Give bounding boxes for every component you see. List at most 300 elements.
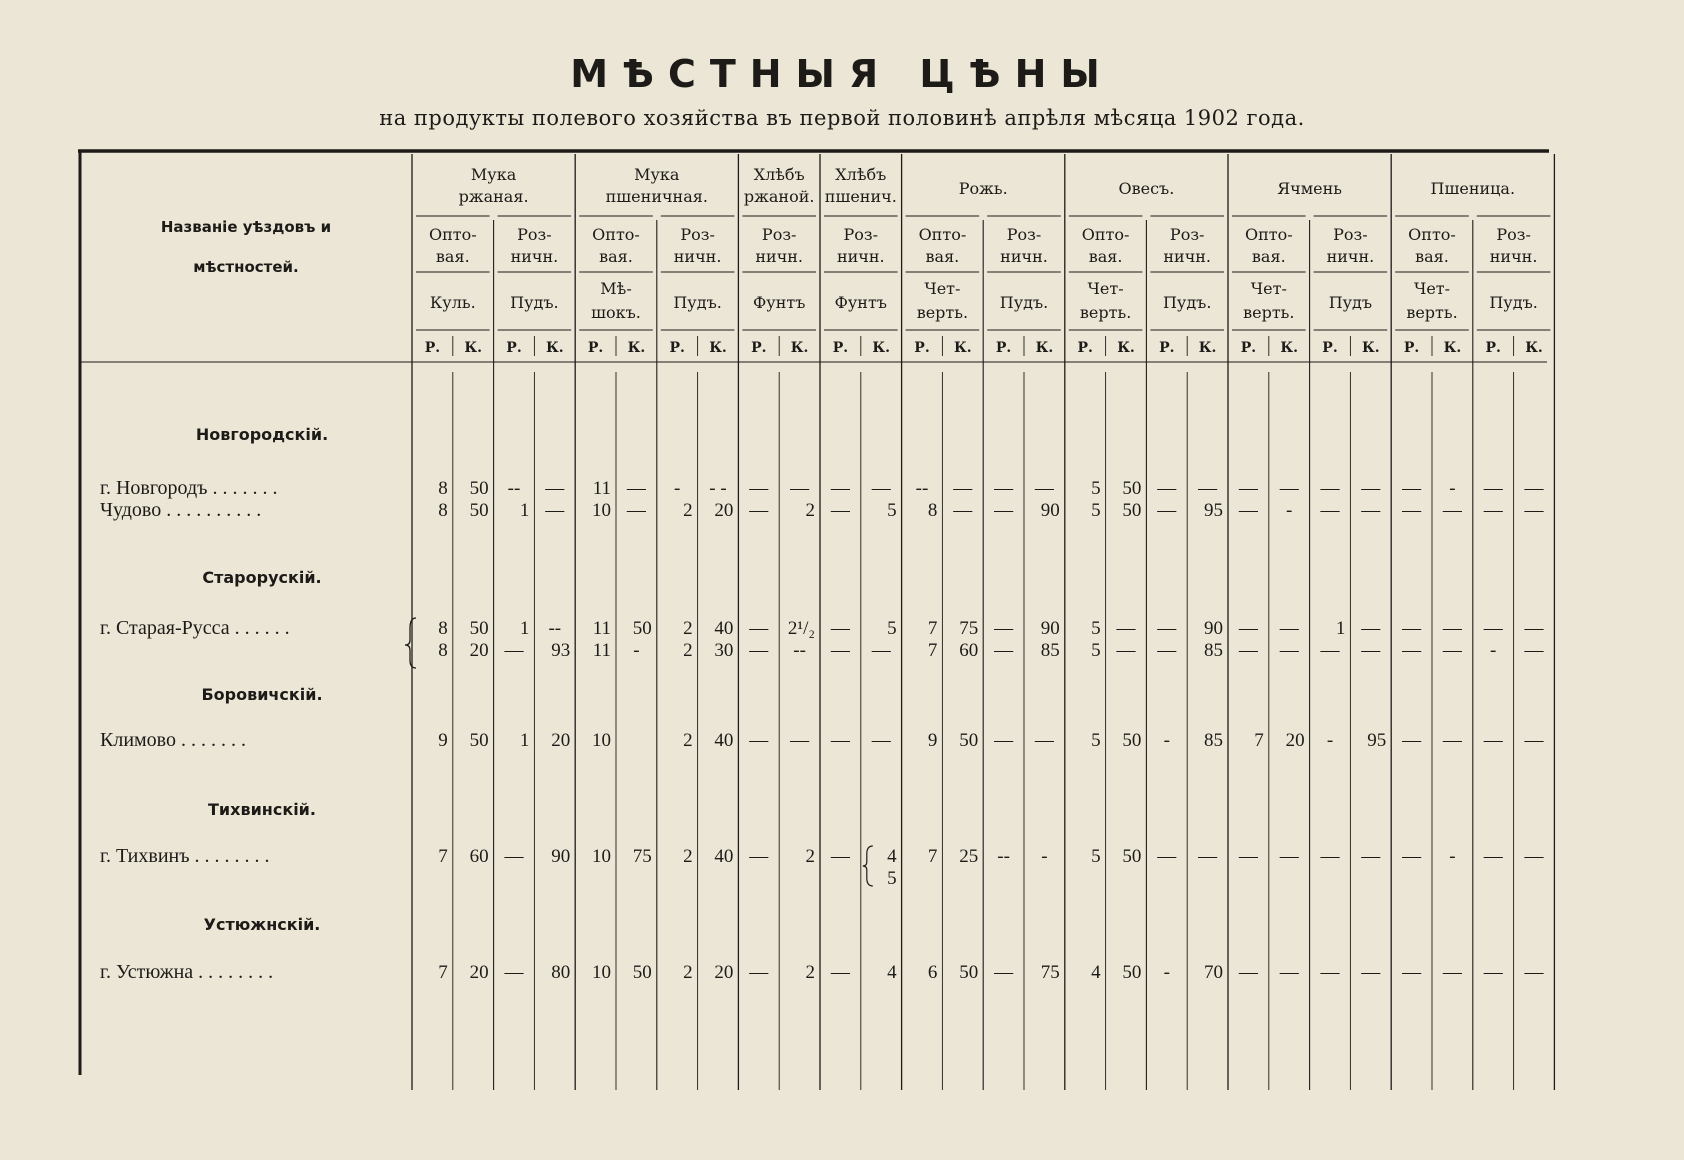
- row-header-label: Названіе уѣздовъ и: [160, 218, 332, 236]
- price-dash: —: [1402, 618, 1422, 639]
- kopek-label: К.: [953, 340, 972, 356]
- price-dash: —: [1279, 478, 1299, 499]
- price-dash: —: [1320, 640, 1340, 661]
- price-value: 95: [1204, 500, 1223, 521]
- kopek-label: К.: [627, 340, 646, 356]
- price-dash: —: [1524, 846, 1544, 867]
- price-kind-label: ничн.: [673, 247, 722, 266]
- price-value: 60: [959, 640, 979, 661]
- price-value: 50: [469, 500, 489, 521]
- price-kind-label: Роз-: [761, 225, 797, 244]
- price-dash: —: [1483, 962, 1503, 983]
- price-dash: —: [749, 846, 769, 867]
- price-dash: —: [1483, 618, 1503, 639]
- price-value: 50: [1122, 730, 1142, 751]
- kopek-label: К.: [1280, 340, 1299, 356]
- price-dash: —: [1483, 500, 1503, 521]
- price-dash: —: [1238, 846, 1258, 867]
- price-dash: —: [830, 846, 850, 867]
- price-value: 8: [438, 478, 448, 499]
- product-name: пшеничная.: [605, 187, 708, 206]
- place-name: Чудово . . . . . . . . . .: [100, 499, 262, 521]
- kopek-label: К.: [872, 340, 891, 356]
- unit-label: Пудъ.: [673, 293, 722, 312]
- price-dash: —: [830, 618, 850, 639]
- price-value: 8: [438, 640, 448, 661]
- price-dash: —: [749, 962, 769, 983]
- ruble-label: Р.: [1403, 340, 1420, 356]
- price-dash: —: [1320, 478, 1340, 499]
- unit-label: Пудъ.: [999, 293, 1049, 312]
- kopek-label: К.: [1035, 340, 1054, 356]
- price-value: 8: [927, 500, 938, 521]
- price-value: 5: [887, 618, 897, 639]
- price-dash: —: [1483, 846, 1503, 867]
- price-value: 5: [1091, 846, 1101, 867]
- price-value: 20: [469, 962, 489, 983]
- price-value: 20: [714, 500, 734, 521]
- price-dash: —: [994, 618, 1014, 639]
- unit-label: Мѣ-: [600, 279, 632, 298]
- unit-label: Пудъ.: [1162, 293, 1212, 312]
- unit-label: Куль.: [429, 293, 476, 312]
- price-kind-label: Опто-: [1408, 225, 1456, 244]
- price-value: 6: [927, 962, 938, 983]
- price-value: 7: [1254, 730, 1264, 751]
- price-dash: —: [1198, 846, 1218, 867]
- price-dash: —: [994, 962, 1014, 983]
- price-dash: -: [1449, 478, 1456, 499]
- brace-mark: [863, 846, 873, 886]
- ruble-label: Р.: [424, 340, 441, 356]
- price-value: 20: [1285, 730, 1305, 751]
- unit-label: Чет-: [1413, 279, 1451, 298]
- price-value: 75: [632, 846, 652, 867]
- page-title: МѢСТНЫЯ ЦѢНЫ: [570, 52, 1114, 96]
- price-value: 40: [714, 618, 734, 639]
- price-kind-label: Роз-: [1333, 225, 1368, 244]
- unit-label: верть.: [1079, 303, 1132, 322]
- price-dash: - -: [709, 478, 727, 499]
- price-dash: —: [1402, 730, 1422, 751]
- price-dash: —: [504, 640, 524, 661]
- price-value: 2¹/₂: [787, 618, 815, 639]
- ruble-label: Р.: [1322, 340, 1338, 356]
- price-value: 50: [959, 730, 979, 751]
- price-value: 50: [632, 618, 652, 639]
- price-dash: —: [1198, 478, 1218, 499]
- price-dash: —: [1361, 618, 1381, 639]
- price-value: 2: [805, 500, 815, 521]
- price-dash: —: [545, 500, 565, 521]
- unit-label: верть.: [916, 303, 969, 322]
- price-dash: --: [915, 478, 929, 499]
- price-value: 5: [887, 500, 897, 521]
- price-dash: —: [1238, 500, 1258, 521]
- price-dash: —: [871, 478, 891, 499]
- ruble-label: Р.: [1077, 340, 1093, 356]
- price-dash: —: [1279, 618, 1299, 639]
- price-value: 1: [519, 730, 530, 751]
- price-dash: —: [626, 478, 646, 499]
- price-value: 2: [683, 640, 693, 661]
- price-dash: —: [1116, 618, 1136, 639]
- price-value: 7: [438, 962, 448, 983]
- price-value: 2: [805, 846, 815, 867]
- price-kind-label: Роз-: [680, 225, 715, 244]
- price-dash: —: [1157, 640, 1177, 661]
- unit-label: Фунтъ: [753, 293, 806, 312]
- unit-label: шокъ.: [591, 303, 641, 322]
- price-dash: —: [1402, 640, 1422, 661]
- price-dash: --: [507, 478, 521, 499]
- unit-label: Чет-: [924, 279, 961, 298]
- price-value: 2: [805, 962, 815, 983]
- price-dash: —: [1442, 640, 1462, 661]
- price-kind-label: ничн.: [510, 247, 559, 266]
- price-value: 50: [469, 730, 489, 751]
- district-name: Устюжнскій.: [203, 915, 321, 934]
- price-kind-label: Роз-: [1006, 225, 1042, 244]
- ruble-label: Р.: [506, 340, 522, 356]
- unit-label: верть.: [1243, 303, 1295, 322]
- price-value: 50: [959, 962, 979, 983]
- price-dash: —: [749, 640, 769, 661]
- price-dash: —: [1402, 846, 1422, 867]
- price-dash: —: [871, 730, 891, 751]
- price-value: 50: [632, 962, 652, 983]
- price-kind-label: Опто-: [592, 225, 640, 244]
- price-value: 50: [1122, 846, 1142, 867]
- price-value: 4: [1091, 962, 1101, 983]
- price-kind-label: Роз-: [1169, 225, 1205, 244]
- price-dash: —: [1442, 500, 1462, 521]
- ruble-label: Р.: [1159, 340, 1175, 356]
- product-name: Пшеница.: [1430, 179, 1516, 198]
- price-dash: —: [1524, 640, 1544, 661]
- price-value: 20: [469, 640, 489, 661]
- price-dash: —: [1034, 478, 1054, 499]
- product-name: Мука: [470, 165, 517, 184]
- price-value: 7: [927, 618, 938, 639]
- kopek-label: К.: [1361, 340, 1380, 356]
- product-name: Ячмень: [1277, 179, 1342, 198]
- product-name: Мука: [634, 165, 680, 184]
- ruble-label: Р.: [995, 340, 1012, 356]
- price-value: 30: [714, 640, 734, 661]
- price-value: 93: [551, 640, 571, 661]
- price-dash: --: [548, 618, 562, 639]
- price-value: 11: [592, 640, 611, 661]
- price-value: 75: [959, 618, 979, 639]
- price-kind-label: вая.: [435, 247, 470, 266]
- price-value: 5: [1091, 640, 1101, 661]
- price-kind-label: ничн.: [1163, 247, 1212, 266]
- price-dash: —: [1361, 640, 1381, 661]
- price-dash: —: [1524, 618, 1544, 639]
- price-dash: —: [790, 730, 810, 751]
- price-value: 90: [551, 846, 571, 867]
- price-dash: —: [749, 478, 769, 499]
- price-dash: —: [994, 640, 1014, 661]
- price-dash: —: [749, 500, 769, 521]
- price-dash: —: [1524, 478, 1544, 499]
- price-value: 50: [1122, 500, 1142, 521]
- price-dash: —: [1483, 730, 1503, 751]
- price-kind-label: Опто-: [1081, 225, 1130, 244]
- unit-label: Пудъ.: [510, 293, 559, 312]
- place-name: г. Устюжна . . . . . . . .: [100, 961, 274, 983]
- price-dash: -: [1326, 730, 1334, 751]
- price-dash: —: [545, 478, 565, 499]
- unit-label: Чет-: [1250, 279, 1287, 298]
- price-value: 90: [1040, 500, 1060, 521]
- price-value: 80: [551, 962, 571, 983]
- price-dash: —: [1279, 962, 1299, 983]
- price-value: 50: [1122, 478, 1142, 499]
- kopek-label: К.: [1117, 340, 1135, 356]
- price-value: 75: [1040, 962, 1060, 983]
- price-dash: —: [994, 478, 1014, 499]
- kopek-label: К.: [1443, 340, 1462, 356]
- price-dash: —: [1402, 962, 1422, 983]
- price-value: 10: [592, 730, 611, 751]
- price-dash: —: [1034, 730, 1054, 751]
- price-value: 50: [469, 478, 489, 499]
- price-value: 70: [1204, 962, 1223, 983]
- price-dash: —: [790, 478, 810, 499]
- price-value: 11: [592, 618, 611, 639]
- district-name: Боровичскій.: [201, 685, 323, 704]
- price-dash: —: [1279, 640, 1299, 661]
- price-kind-label: вая.: [599, 247, 633, 266]
- price-dash: —: [830, 962, 850, 983]
- price-dash: —: [1279, 846, 1299, 867]
- price-dash: -: [1163, 730, 1170, 751]
- price-kind-label: Опто-: [1244, 225, 1293, 244]
- ruble-label: Р.: [1240, 340, 1257, 356]
- price-value: 20: [551, 730, 571, 751]
- kopek-label: К.: [1525, 340, 1543, 356]
- price-value: 85: [1204, 730, 1223, 751]
- price-kind-label: Роз-: [1496, 225, 1531, 244]
- unit-label: Фунтъ: [834, 293, 887, 312]
- price-dash: —: [1524, 730, 1544, 751]
- unit-label: Пудъ.: [1489, 293, 1538, 312]
- price-dash: —: [1238, 618, 1258, 639]
- price-dash: —: [626, 500, 646, 521]
- kopek-label: К.: [709, 340, 727, 356]
- price-dash: —: [1238, 640, 1258, 661]
- kopek-label: К.: [464, 340, 483, 356]
- brace-mark: [405, 618, 416, 668]
- price-dash: -: [1490, 640, 1497, 661]
- price-value: 50: [1122, 962, 1142, 983]
- price-value: 2: [683, 962, 693, 983]
- product-name: Овесъ.: [1118, 179, 1175, 198]
- price-value: 40: [714, 846, 734, 867]
- price-kind-label: Роз-: [517, 225, 552, 244]
- price-value: 5: [887, 868, 897, 889]
- price-dash: —: [953, 478, 973, 499]
- price-kind-label: Опто-: [428, 225, 477, 244]
- price-dash: --: [793, 640, 806, 661]
- price-dash: —: [1442, 730, 1462, 751]
- price-kind-label: Опто-: [918, 225, 967, 244]
- ruble-label: Р.: [587, 340, 604, 356]
- price-dash: —: [1361, 846, 1381, 867]
- price-dash: —: [830, 500, 850, 521]
- price-dash: —: [1116, 640, 1136, 661]
- price-value: 7: [927, 846, 938, 867]
- price-dash: -: [1286, 500, 1293, 521]
- price-dash: -: [1163, 962, 1170, 983]
- price-dash: —: [749, 618, 769, 639]
- price-kind-label: вая.: [925, 247, 960, 266]
- price-kind-label: ничн.: [836, 247, 885, 266]
- price-dash: —: [504, 846, 524, 867]
- price-dash: —: [1320, 846, 1340, 867]
- ruble-label: Р.: [669, 340, 685, 356]
- price-value: 2: [683, 846, 693, 867]
- price-dash: —: [1402, 478, 1422, 499]
- price-dash: -: [1041, 846, 1048, 867]
- product-name: Хлѣбъ: [753, 165, 805, 184]
- price-value: 5: [1091, 500, 1101, 521]
- price-value: 8: [438, 500, 448, 521]
- price-value: 10: [592, 846, 611, 867]
- price-dash: —: [830, 730, 850, 751]
- product-name: пшенич.: [824, 187, 897, 206]
- price-value: 95: [1367, 730, 1387, 751]
- price-dash: —: [1524, 962, 1544, 983]
- kopek-label: К.: [790, 340, 809, 356]
- price-dash: —: [749, 730, 769, 751]
- price-value: 1: [519, 500, 530, 521]
- price-value: 4: [887, 846, 897, 867]
- price-value: 85: [1040, 640, 1060, 661]
- price-kind-label: Роз-: [843, 225, 879, 244]
- price-dash: —: [1524, 500, 1544, 521]
- price-kind-label: ничн.: [1000, 247, 1048, 266]
- price-dash: —: [871, 640, 891, 661]
- product-name: ржаной.: [743, 187, 815, 206]
- price-value: 10: [592, 962, 611, 983]
- price-dash: —: [504, 962, 524, 983]
- price-value: 2: [683, 500, 693, 521]
- price-kind-label: вая.: [1415, 247, 1449, 266]
- price-dash: —: [1361, 962, 1381, 983]
- price-value: 1: [519, 618, 530, 639]
- price-value: 50: [469, 618, 489, 639]
- ruble-label: Р.: [751, 340, 767, 356]
- price-dash: —: [953, 500, 973, 521]
- price-dash: -: [1449, 846, 1456, 867]
- place-name: г. Новгородъ . . . . . . .: [100, 477, 278, 499]
- price-dash: —: [1361, 500, 1381, 521]
- price-value: 20: [714, 962, 734, 983]
- price-dash: —: [1361, 478, 1381, 499]
- product-name: Хлѣбъ: [835, 165, 887, 184]
- price-dash: -: [674, 478, 681, 499]
- price-dash: —: [1157, 478, 1177, 499]
- price-value: 85: [1204, 640, 1223, 661]
- price-dash: —: [1402, 500, 1422, 521]
- price-value: 25: [959, 846, 979, 867]
- price-value: 5: [1091, 730, 1101, 751]
- price-kind-label: ничн.: [1326, 247, 1375, 266]
- product-name: ржаная.: [458, 187, 529, 206]
- unit-label: Пудъ: [1328, 293, 1373, 312]
- unit-label: верть.: [1406, 303, 1458, 322]
- price-dash: —: [994, 730, 1014, 751]
- price-dash: —: [1238, 962, 1258, 983]
- district-name: Старорускій.: [202, 568, 322, 587]
- price-dash: —: [1157, 500, 1177, 521]
- price-value: 60: [469, 846, 489, 867]
- price-value: 7: [927, 640, 938, 661]
- price-dash: —: [1442, 618, 1462, 639]
- price-dash: —: [994, 500, 1014, 521]
- page-subtitle: на продукты полевого хозяйства въ первой половинѣ апрѣля мѣсяца 1902 года.: [379, 106, 1305, 130]
- price-kind-label: вая.: [1251, 247, 1286, 266]
- price-kind-label: ничн.: [755, 247, 804, 266]
- kopek-label: К.: [1198, 340, 1217, 356]
- price-value: 10: [592, 500, 611, 521]
- ruble-label: Р.: [1485, 340, 1501, 356]
- district-name: Новгородскій.: [195, 425, 329, 444]
- row-header-label: мѣстностей.: [193, 258, 299, 276]
- price-dash: —: [1320, 500, 1340, 521]
- price-dash: —: [1238, 478, 1258, 499]
- price-value: 40: [714, 730, 734, 751]
- price-kind-label: вая.: [1088, 247, 1123, 266]
- price-dash: —: [830, 640, 850, 661]
- price-dash: —: [1320, 962, 1340, 983]
- price-dash: —: [1157, 846, 1177, 867]
- price-value: 2: [683, 730, 693, 751]
- place-name: г. Тихвинъ . . . . . . . .: [100, 845, 270, 867]
- price-dash: —: [830, 478, 850, 499]
- price-value: 8: [438, 618, 448, 639]
- district-name: Тихвинскій.: [208, 800, 316, 819]
- ruble-label: Р.: [914, 340, 930, 356]
- price-value: 1: [1335, 618, 1346, 639]
- price-dash: --: [997, 846, 1010, 867]
- price-value: 5: [1091, 618, 1101, 639]
- price-dash: —: [1483, 478, 1503, 499]
- price-value: 90: [1040, 618, 1060, 639]
- price-value: 4: [887, 962, 897, 983]
- place-name: г. Старая-Русса . . . . . .: [100, 617, 290, 639]
- product-name: Рожь.: [958, 179, 1008, 198]
- price-value: 7: [438, 846, 448, 867]
- place-name: Климово . . . . . . .: [100, 729, 246, 751]
- price-dash: —: [1157, 618, 1177, 639]
- ruble-label: Р.: [832, 340, 849, 356]
- price-value: 90: [1204, 618, 1223, 639]
- price-value: 2: [683, 618, 693, 639]
- price-value: 9: [438, 730, 448, 751]
- unit-label: Чет-: [1087, 279, 1124, 298]
- price-value: 9: [927, 730, 938, 751]
- price-kind-label: ничн.: [1489, 247, 1538, 266]
- price-dash: -: [633, 640, 640, 661]
- kopek-label: К.: [545, 340, 564, 356]
- price-value: 11: [592, 478, 611, 499]
- price-value: 5: [1091, 478, 1101, 499]
- price-dash: —: [1442, 962, 1462, 983]
